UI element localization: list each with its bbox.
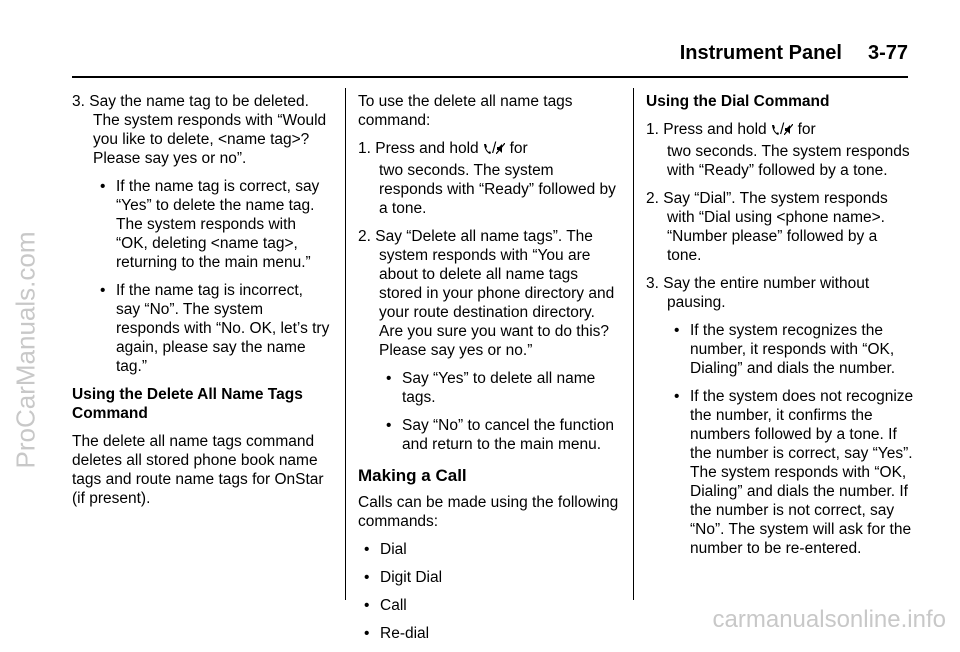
column-divider (633, 88, 634, 600)
paragraph: To use the delete all name tags command: (358, 93, 573, 129)
bullet-item: • If the name tag is correct, say “Yes” to delete the name tag. The system responds with “OK, deleting <name tag>, returning to the main menu.” (72, 177, 330, 272)
step-text: 1. Press and hold (358, 140, 479, 157)
step-3: 3. Say the name tag to be deleted. The system responds with “Would you like to delete, <name tag>? Please say yes or no”. (72, 93, 327, 167)
bullet-item: • If the system does not recognize the number, it confirms the numbers followed by a tone. If the number is correct, say “Yes”. The system responds with “OK, Dialing” and dials the number. If the number is not correct, say “No”. The system will ask for the number to be re-entered. (646, 387, 914, 558)
section-heading: Using the Delete All Name Tags Command (72, 386, 303, 422)
command-item: • Re-dial (358, 624, 620, 643)
command-item: • Dial (358, 540, 620, 559)
step-3: 3. Say the entire number without pausing. (646, 275, 870, 311)
bottom-watermark: carmanualsonline.info (712, 606, 946, 633)
mute-icon (784, 124, 793, 135)
step-text: for (509, 140, 528, 157)
side-watermark (2, 70, 50, 630)
column-3 (646, 92, 914, 567)
mute-icon (496, 143, 505, 154)
page-header (680, 42, 908, 65)
step-text: two seconds. The system responds with “Ready” followed by a tone. (379, 162, 616, 217)
step-2: 2. Say “Dial”. The system responds with “Dial using <phone name>. “Number please” followed by a tone. (646, 190, 888, 264)
command-item: • Call (358, 596, 620, 615)
phone-talk-icon (771, 124, 780, 135)
section-heading: Making a Call (358, 466, 467, 485)
section-title: Instrument Panel (679, 42, 842, 64)
column-1 (72, 92, 330, 517)
page-number: 3-77 (867, 42, 908, 64)
bullet-item: • If the system recognizes the number, it responds with “OK, Dialing” and dials the number. (646, 321, 914, 378)
section-heading: Using the Dial Command (646, 93, 830, 110)
step-2: 2. Say “Delete all name tags”. The system responds with “You are about to delete all name tags stored in your phone directory and your route destination directory. Are you sure you want to do this? Please say yes or no.” (358, 228, 615, 359)
step-1: 1. Press and hold / for two seconds. The system responds with “Ready” followed by a tone. (358, 139, 620, 218)
step-text: for (797, 121, 816, 138)
command-item: • Digit Dial (358, 568, 620, 587)
bullet-item: • Say “No” to cancel the function and return to the main menu. (358, 416, 620, 454)
step-1: 1. Press and hold / for two seconds. The system responds with “Ready” followed by a tone. (646, 120, 914, 180)
step-text: 1. Press and hold (646, 121, 767, 138)
paragraph: Calls can be made using the following commands: (358, 494, 619, 530)
bullet-item: • Say “Yes” to delete all name tags. (358, 369, 620, 407)
column-2 (358, 92, 620, 652)
bullet-item: • If the name tag is incorrect, say “No”. The system responds with “No. OK, let’s try again, please say the name tag.” (72, 281, 330, 376)
header-rule (72, 76, 908, 78)
step-text: two seconds. The system responds with “Ready” followed by a tone. (667, 143, 910, 179)
side-watermark-text: ProCarManuals.com (10, 231, 41, 469)
column-divider (345, 88, 346, 600)
phone-talk-icon (483, 143, 492, 154)
paragraph: The delete all name tags command deletes all stored phone book name tags and route name tags for OnStar (if present). (72, 433, 324, 507)
